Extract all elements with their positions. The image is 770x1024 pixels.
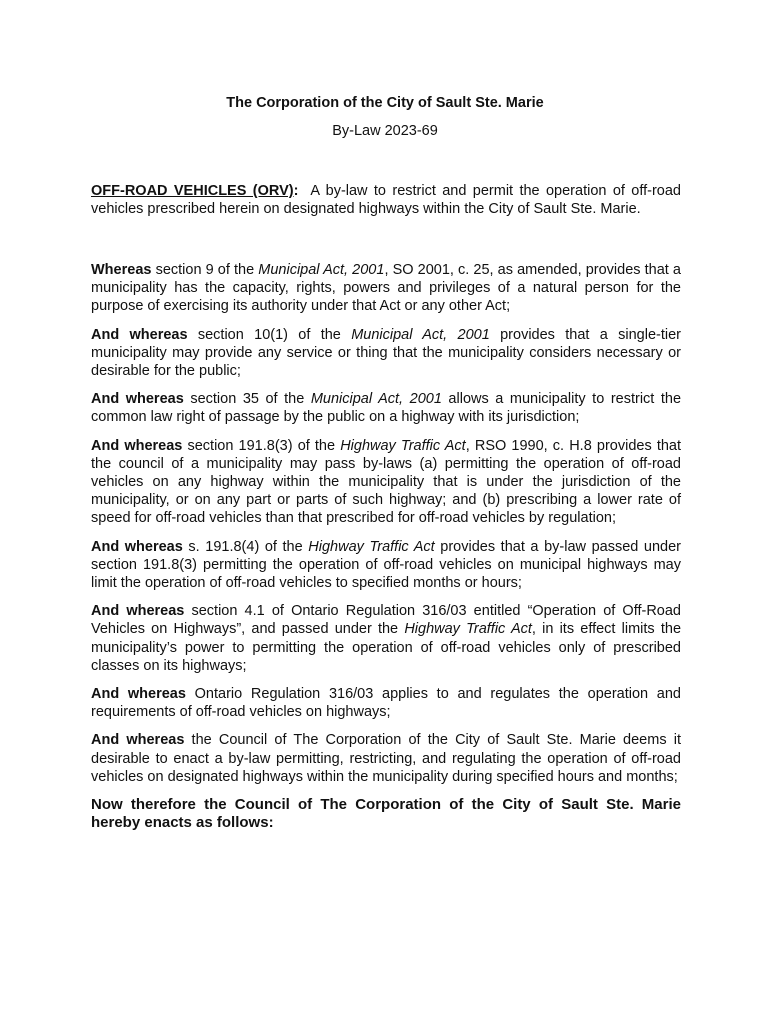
act-title: Municipal Act, 2001	[310, 391, 442, 408]
intro-text: A by-law to restrict and permit the operation of off-road vehicles prescribed herein on designated highways within the City of Sault Ste. Marie.	[91, 183, 686, 218]
recital-text: , RSO 1990, c. H.8 provides that the council of a municipality may pass by-laws (a) permitting the operation of off-road vehicles on any highway within the municipality that is under the jurisdiction of the municipality, or on any part or parts of such highway; and (b) prescribing a lower rate of speed for off-road vehicles than that prescribed for off-road vehicles by regulation;	[91, 437, 682, 527]
recital-lead: And whereas	[91, 538, 183, 555]
recital-text: the Council of The Corporation of the City of Sault Ste. Marie deems it desirable to enact a by-law permitting, restricting, and regulating the operation of off-road vehicles on designated highways within the municipality during specified hours and months;	[91, 732, 681, 785]
recital-paragraph	[91, 261, 681, 316]
recital-text: section 35 of the	[183, 391, 311, 408]
enacting-clause: Now therefore the Council of The Corporation of the City of Sault Ste. Marie hereby enacts as follows:	[91, 796, 681, 832]
recital-paragraph	[91, 437, 681, 528]
recital-paragraph	[91, 326, 681, 381]
recital-text: section 4.1 of Ontario Regulation 316/03 entitled “Operation of Off-Road Vehicles on Highways”, and passed under the	[91, 603, 681, 638]
act-title: Highway Traffic Act	[340, 437, 466, 454]
bylaw-number: By-Law 2023-69	[332, 123, 438, 139]
recital-text: Ontario Regulation 316/03 applies to and regulates the operation and requirements of off-road vehicles on highways;	[91, 686, 681, 721]
recital-text: allows a municipality to restrict the common law right of passage by the public on a highway with its jurisdiction;	[91, 391, 682, 426]
recital-lead: And whereas	[91, 391, 184, 408]
recital-paragraph	[91, 731, 681, 786]
recital-lead: And whereas	[91, 603, 185, 620]
recital-text: section 10(1) of the	[187, 326, 352, 343]
act-title: Municipal Act, 2001	[258, 262, 385, 278]
intro-paragraph	[91, 182, 686, 218]
recital-text: , SO 2001, c. 25, as amended, provides that a municipality has the capacity, rights, powers and privileges of a natural person for the purpose of exercising its authority under that Act or any other Act;	[91, 262, 681, 315]
recital-lead: And whereas	[91, 686, 186, 703]
intro-heading-colon: :	[293, 183, 299, 199]
recital-text: provides that a by-law passed under section 191.8(3) permitting the operation of off-road vehicles on municipal highways may limit the operation of off-road vehicles to specified months or hours;	[91, 538, 681, 592]
recital-lead: And whereas	[91, 326, 188, 343]
recital-paragraph	[91, 390, 681, 426]
act-title: Municipal Act, 2001	[351, 326, 490, 343]
recital-text: section 191.8(3) of the	[182, 437, 341, 454]
document-title: The Corporation of the City of Sault Ste. Marie	[226, 95, 544, 111]
act-title: Highway Traffic Act	[308, 538, 435, 555]
recital-text: section 9 of the	[151, 262, 259, 278]
recital-paragraph	[91, 602, 681, 675]
intro-section	[91, 182, 686, 228]
recital-text: provides that a single-tier municipality may provide any service or thing that the municipality considers necessary or desirable for the public;	[91, 326, 681, 380]
act-title: Highway Traffic Act	[404, 621, 532, 638]
recital-paragraph	[91, 685, 681, 721]
recital-lead: Whereas	[91, 262, 152, 278]
recital-lead: And whereas	[91, 437, 183, 454]
recital-paragraph	[91, 538, 681, 593]
intro-heading: OFF-ROAD VEHICLES (ORV)	[91, 183, 294, 199]
recital-text: , in its effect limits the municipality’s power to permitting the operation of off-road vehicles only of prescribed classes on its highways;	[91, 621, 682, 674]
recitals-section	[91, 261, 681, 842]
recital-text: s. 191.8(4) of the	[182, 538, 309, 555]
recital-lead: And whereas	[91, 732, 185, 749]
